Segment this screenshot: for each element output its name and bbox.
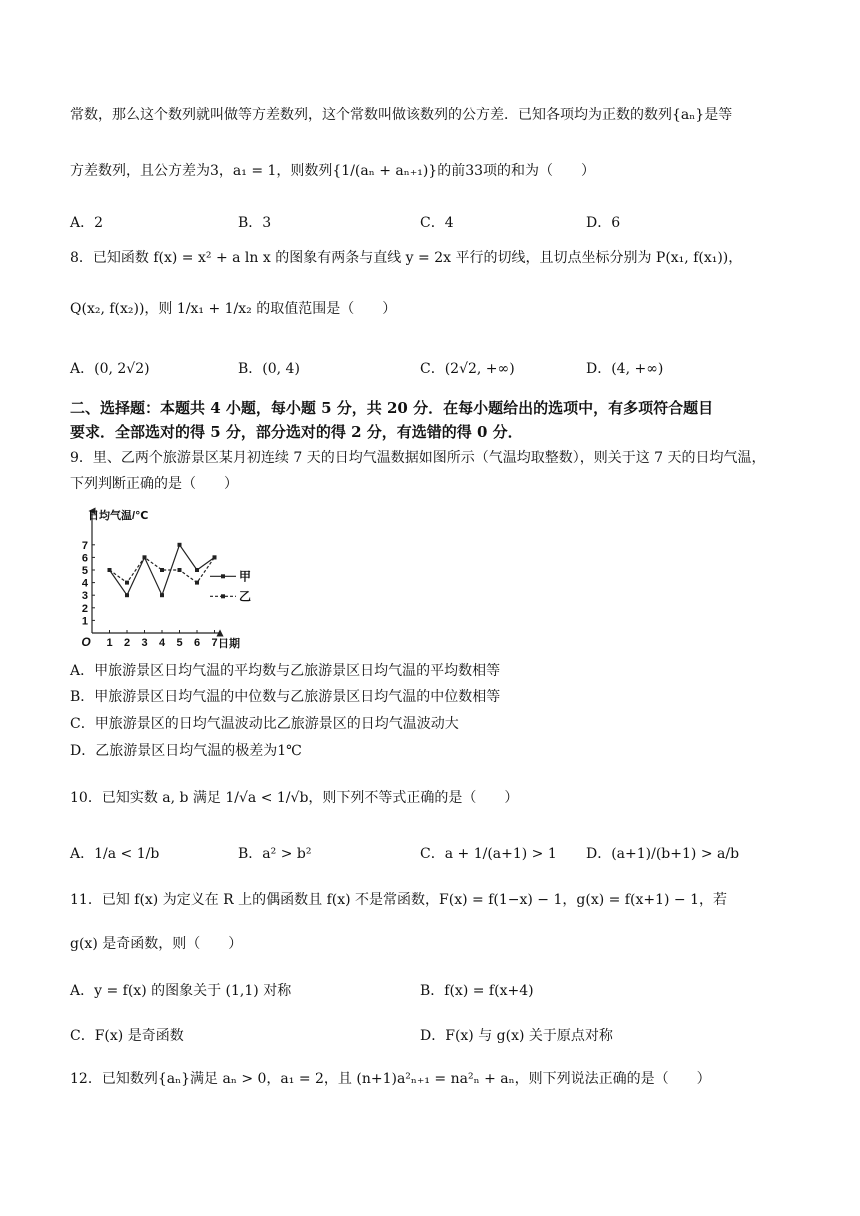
q7-line-2: 方差数列，且公方差为3，a₁ = 1，则数列{1/(aₙ + aₙ₊₁)}的前33项的和为（ ） [70, 163, 596, 179]
q10-option-c[interactable]: C．a + 1/(a+1) > 1 [420, 846, 557, 862]
q9-line-2: 下列判断正确的是（ ） [70, 476, 238, 492]
q11-option-b[interactable]: B．f(x) = f(x+4) [420, 983, 534, 999]
series-2-point [178, 568, 182, 572]
q9-option-c[interactable]: C．甲旅游景区的日均气温波动比乙旅游景区的日均气温波动大 [70, 716, 459, 732]
q9-option-b[interactable]: B．甲旅游景区日均气温的中位数与乙旅游景区日均气温的中位数相等 [70, 689, 501, 705]
y-tick-label: 4 [81, 577, 88, 590]
legend-marker-1 [221, 574, 225, 578]
section-2-line-2: 要求．全部选对的得 5 分，部分选对的得 2 分，有选错的得 0 分． [70, 423, 523, 441]
x-tick-label: 7 [211, 637, 218, 649]
series-2-point [160, 568, 164, 572]
q8-option-d[interactable]: D．(4, +∞) [586, 361, 664, 377]
q8-option-a[interactable]: A．(0, 2√2) [70, 361, 150, 377]
q11-options-row-2 [70, 1021, 790, 1051]
q8-line-1: 8．已知函数 f(x) = x² + a ln x 的图象有两条与直线 y = 2x 平行的切线，且切点坐标分别为 P(x₁, f(x₁))， [70, 250, 743, 266]
q10-option-d[interactable]: D．(a+1)/(b+1) > a/b [586, 846, 740, 862]
q11-option-a[interactable]: A．y = f(x) 的图象关于 (1,1) 对称 [70, 983, 292, 999]
x-tick-label: 6 [193, 637, 201, 649]
q11-option-c[interactable]: C．F(x) 是奇函数 [70, 1028, 184, 1044]
chart-series [108, 543, 217, 597]
series-2-point [195, 581, 199, 585]
q9-line-1: 9．里、乙两个旅游景区某月初连续 7 天的日均气温数据如图所示（气温均取整数），则关于这 7 天的日均气温， [70, 450, 766, 466]
x-tick-label: 3 [141, 637, 148, 649]
q11-option-d[interactable]: D．F(x) 与 g(x) 关于原点对称 [420, 1028, 613, 1044]
q7-option-a[interactable]: A．2 [70, 215, 104, 231]
q7-option-d[interactable]: D．6 [586, 215, 621, 231]
q7-line-1: 常数，那么这个数列就叫做等方差数列，这个常数叫做该数列的公方差．已知各项均为正数的数列{aₙ}是等 [70, 107, 733, 123]
series-1-point [178, 543, 182, 547]
section-2-line-1: 二、选择题：本题共 4 小题，每小题 5 分，共 20 分．在每小题给出的选项中，有多项符合题目 [70, 399, 714, 417]
series-2-point [125, 581, 129, 585]
q8-options [70, 354, 790, 384]
q8-option-b[interactable]: B．(0, 4) [238, 361, 300, 377]
temperature-line-chart [70, 505, 270, 650]
q7-option-b[interactable]: B．3 [238, 215, 272, 231]
y-axis-label: 日均气温/℃ [88, 510, 149, 522]
x-tick-label: 1 [106, 637, 113, 649]
q8-option-c[interactable]: C．(2√2, +∞) [420, 361, 515, 377]
q9-option-a[interactable]: A．甲旅游景区日均气温的平均数与乙旅游景区日均气温的平均数相等 [70, 663, 501, 679]
series-1-point [125, 593, 129, 597]
series-1-point [160, 593, 164, 597]
legend-label-1: 甲 [239, 569, 252, 584]
q11-line-2: g(x) 是奇函数，则（ ） [70, 936, 243, 952]
y-tick-label: 5 [81, 565, 88, 577]
x-tick-label: 4 [158, 637, 166, 649]
q10-stem: 10．已知实数 a, b 满足 1/√a < 1/√b，则下列不等式正确的是（ ） [70, 790, 519, 806]
series-1-point [195, 568, 199, 572]
q7-option-c[interactable]: C．4 [420, 215, 454, 231]
y-tick-label: 2 [81, 602, 88, 615]
y-tick-label: 6 [81, 552, 88, 565]
q11-options-row-1 [70, 976, 790, 1006]
legend-marker-2 [221, 594, 225, 598]
q7-options [70, 208, 790, 238]
q10-option-b[interactable]: B．a² > b² [238, 846, 312, 862]
x-tick-label: 2 [123, 637, 131, 649]
q12-stem: 12．已知数列{aₙ}满足 aₙ > 0，a₁ = 2，且 (n+1)a²ₙ₊₁ = na²ₙ + aₙ，则下列说法正确的是（ ） [70, 1071, 711, 1087]
q11-line-1: 11．已知 f(x) 为定义在 R 上的偶函数且 f(x) 不是常函数，F(x) = f(1−x) − 1，g(x) = f(x+1) − 1，若 [70, 892, 727, 908]
x-tick-label: 5 [176, 637, 183, 649]
series-2-point [143, 555, 147, 559]
series-2-point [108, 568, 112, 572]
y-tick-label: 7 [81, 539, 88, 552]
q8-line-2: Q(x₂, f(x₂))，则 1/x₁ + 1/x₂ 的取值范围是（ ） [70, 301, 397, 317]
chart-labels [81, 508, 251, 650]
y-tick-label: 3 [81, 590, 88, 603]
q10-option-a[interactable]: A．1/a < 1/b [70, 846, 160, 862]
legend-label-2: 乙 [239, 589, 252, 604]
origin-label: O [81, 635, 91, 649]
q10-options [70, 839, 790, 869]
y-tick-label: 1 [81, 615, 88, 628]
series-2-point [213, 555, 217, 559]
x-axis-label: 日期 [218, 638, 240, 650]
q9-option-d[interactable]: D．乙旅游景区日均气温的极差为1℃ [70, 743, 302, 759]
